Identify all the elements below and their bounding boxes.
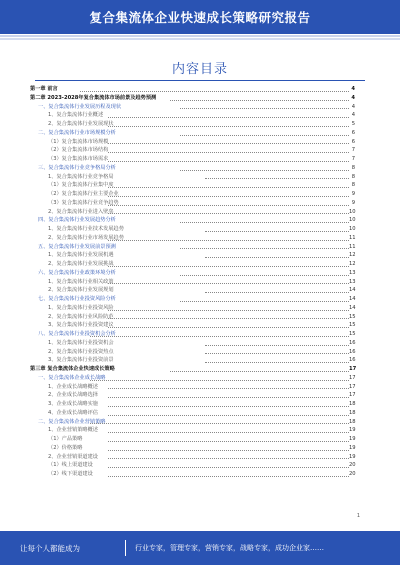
toc-entry-label: 2、复合集流体行业发展现状 bbox=[48, 121, 114, 127]
toc-leader-dots bbox=[108, 450, 349, 451]
footer-slogan: 让每个人都能成为 bbox=[20, 544, 80, 553]
toc-entry-label: 1、复合集流体行业相关政策 bbox=[48, 278, 114, 285]
toc-leader-dots bbox=[80, 91, 349, 92]
toc-entry-label: （1）产品策略 bbox=[48, 436, 83, 442]
toc-entry-label: 第三章 复合集流体企业快速成长策略 bbox=[30, 366, 115, 372]
toc-entry-page: 6 bbox=[351, 138, 355, 145]
footer-tagline: 行业专家，管理专家，营销专家，战略专家，成功企业家…… bbox=[135, 544, 324, 552]
toc-entry-label: 第二章 2023-2028年复合集流体市场前景及趋势预测 bbox=[30, 94, 157, 101]
toc-entry-page: 9 bbox=[351, 199, 355, 206]
toc-leader-dots bbox=[205, 257, 349, 258]
toc-leader-dots bbox=[108, 327, 349, 328]
toc-entry-label: 2、复合集流体行业进入壁垒 bbox=[48, 208, 114, 215]
toc-entry[interactable] bbox=[30, 383, 355, 392]
toc-leader-dots bbox=[108, 196, 349, 197]
toc-entry[interactable] bbox=[30, 111, 355, 120]
toc-leader-dots bbox=[108, 187, 349, 188]
toc-entry-page: 17 bbox=[349, 392, 356, 399]
toc-entry-label: 1、企业成长战略概述 bbox=[48, 383, 98, 390]
toc-leader-dots bbox=[108, 213, 349, 214]
toc-entry-label: 1、复合集流体行业技术发展趋势 bbox=[48, 226, 124, 232]
toc-entry-label: 2、复合集流体行业风险防范 bbox=[48, 313, 114, 320]
toc-entry[interactable] bbox=[30, 225, 355, 234]
toc-entry-label: （1）复合集流体行业集中度 bbox=[48, 182, 114, 189]
toc-entry[interactable] bbox=[30, 295, 355, 304]
toc-entry-label: 六、复合集流体行业政策环境分析 bbox=[38, 269, 116, 276]
toc-leader-dots bbox=[108, 283, 349, 284]
toc-entry[interactable] bbox=[30, 173, 355, 182]
toc-entry[interactable] bbox=[30, 470, 355, 479]
toc-entry[interactable] bbox=[30, 208, 355, 217]
toc-entry-page: 19 bbox=[349, 427, 356, 434]
toc-leader-dots bbox=[205, 178, 349, 179]
toc-entry-label: 1、复合集流体行业发展机遇 bbox=[48, 252, 114, 259]
toc-entry[interactable] bbox=[30, 120, 355, 129]
toc-leader-dots bbox=[108, 117, 349, 118]
toc-entry-label: 一、复合集流体行业发展历程及现状 bbox=[38, 103, 122, 110]
report-title: 复合集流体企业快速成长策略研究报告 bbox=[89, 10, 311, 25]
toc-entry[interactable] bbox=[30, 138, 355, 147]
toc-entry-page: 14 bbox=[349, 287, 356, 294]
toc-leader-dots bbox=[108, 318, 349, 319]
toc-entry[interactable] bbox=[30, 103, 355, 112]
toc-entry[interactable] bbox=[30, 181, 355, 190]
toc-entry[interactable] bbox=[30, 260, 355, 269]
toc-entry-page: 9 bbox=[351, 191, 355, 197]
toc-entry-label: 1、复合集流体行业投资风险 bbox=[48, 304, 114, 311]
toc-divider bbox=[35, 80, 365, 81]
toc-entry[interactable] bbox=[30, 286, 355, 295]
toc-entry-page: 5 bbox=[351, 121, 355, 127]
toc-entry-label: 七、复合集流体行业投资风险分析 bbox=[38, 296, 116, 302]
toc-entry-label: 第一章 前言 bbox=[30, 86, 58, 92]
toc-heading: 内容目录 bbox=[171, 62, 228, 77]
toc-entry-label: 4、企业成长战略评估 bbox=[48, 409, 98, 416]
toc-entry-page: 8 bbox=[351, 173, 355, 180]
toc-entry-label: 一、复合集流体企业成长战略 bbox=[38, 374, 106, 381]
toc-entry-label: 2、复合集流体行业发展挑战 bbox=[48, 261, 114, 267]
toc-leader-dots bbox=[180, 301, 349, 302]
toc-entry-label: （2）价格策略 bbox=[48, 444, 83, 451]
toc-entry-label: （2）复合集流体行业主要企业 bbox=[48, 191, 119, 197]
toc-entry[interactable] bbox=[30, 444, 355, 453]
toc-entry[interactable] bbox=[30, 278, 355, 287]
toc-entry-page: 16 bbox=[349, 348, 356, 355]
toc-entry-page: 18 bbox=[349, 401, 356, 407]
toc-entry[interactable] bbox=[30, 94, 355, 103]
header-decoration bbox=[0, 34, 400, 44]
toc-entry-page: 18 bbox=[349, 418, 356, 425]
toc-leader-dots bbox=[180, 248, 349, 249]
toc-leader-dots bbox=[108, 458, 349, 459]
toc-entry[interactable] bbox=[30, 190, 355, 199]
toc-entry[interactable] bbox=[30, 391, 355, 400]
toc-entry-label: 2、企业营销渠道建设 bbox=[48, 453, 98, 460]
toc-entry-page: 4 bbox=[351, 112, 355, 119]
toc-entry-label: 二、复合集流体行业市场规模分析 bbox=[38, 129, 116, 136]
toc-leader-dots bbox=[108, 143, 349, 144]
toc-leader-dots bbox=[108, 476, 349, 477]
toc-entry[interactable] bbox=[30, 243, 355, 252]
toc-leader-dots bbox=[205, 231, 349, 232]
toc-entry-page: 13 bbox=[349, 269, 356, 276]
toc-entry-page: 12 bbox=[349, 252, 356, 259]
toc-leader-dots bbox=[180, 222, 349, 223]
toc-entry-page: 4 bbox=[351, 94, 355, 101]
toc-entry-page: 16 bbox=[349, 339, 356, 346]
toc-entry[interactable] bbox=[30, 356, 355, 365]
toc-entry[interactable] bbox=[30, 304, 355, 313]
toc-leader-dots bbox=[180, 170, 349, 171]
toc-entry-page: 7 bbox=[351, 147, 355, 154]
toc-leader-dots bbox=[90, 380, 349, 381]
toc-entry[interactable] bbox=[30, 330, 355, 339]
toc-leader-dots bbox=[108, 205, 349, 206]
toc-entry-label: 1、企业营销策略概述 bbox=[48, 427, 98, 434]
toc-entry[interactable] bbox=[30, 348, 355, 357]
toc-entry-page: 14 bbox=[349, 304, 356, 311]
toc-entry-page: 11 bbox=[349, 243, 356, 250]
toc-entry[interactable] bbox=[30, 453, 355, 462]
toc-leader-dots bbox=[108, 415, 349, 416]
toc-entry-page: 16 bbox=[349, 357, 356, 364]
toc-entry[interactable] bbox=[30, 269, 355, 278]
toc-entry-label: 1、复合集流体行业投资机会 bbox=[48, 339, 114, 346]
toc-leader-dots bbox=[108, 266, 349, 267]
toc-entry-page: 4 bbox=[351, 103, 355, 110]
toc-entry-page: 20 bbox=[349, 471, 356, 477]
toc-entry-page: 11 bbox=[349, 234, 356, 241]
toc-entry-label: 2、企业成长战略选择 bbox=[48, 392, 98, 399]
toc-entry-page: 7 bbox=[351, 156, 355, 162]
footer-bar bbox=[0, 531, 400, 565]
toc-entry-page: 19 bbox=[349, 436, 356, 442]
toc-leader-dots bbox=[108, 467, 349, 468]
toc-entry[interactable] bbox=[30, 426, 355, 435]
toc-entry[interactable] bbox=[30, 374, 355, 383]
toc-entry-label: 五、复合集流体行业发展前景预测 bbox=[38, 243, 116, 250]
toc-entry[interactable] bbox=[30, 435, 355, 444]
toc-entry-label: 二、复合集流体企业营销策略 bbox=[38, 418, 106, 425]
toc-entry-label: 三、复合集流体行业竞争格局分析 bbox=[38, 164, 116, 171]
toc-entry-page: 14 bbox=[349, 296, 356, 302]
toc-leader-dots bbox=[180, 108, 349, 109]
toc-entry[interactable] bbox=[30, 234, 355, 243]
toc-entry-page: 17 bbox=[349, 383, 356, 390]
toc-entry-page: 8 bbox=[351, 182, 355, 189]
toc-entry-label: 八、复合集流体行业投资机会分析 bbox=[38, 331, 116, 337]
toc-leader-dots bbox=[205, 345, 349, 346]
toc-entry-label: （2）线下渠道建设 bbox=[48, 471, 93, 477]
toc-entry-page: 17 bbox=[349, 374, 356, 381]
toc-leader-dots bbox=[205, 292, 349, 293]
toc-leader-dots bbox=[108, 240, 349, 241]
toc-leader-dots bbox=[108, 388, 349, 389]
toc-entry-label: 2、复合集流体行业发展规划 bbox=[48, 287, 114, 294]
toc-entry-page: 15 bbox=[349, 331, 356, 337]
toc-entry-page: 15 bbox=[349, 322, 356, 329]
toc-leader-dots bbox=[170, 100, 349, 101]
header-bar bbox=[0, 0, 400, 34]
toc-leader-dots bbox=[108, 406, 349, 407]
toc-entry-label: 3、复合集流体行业投资建议 bbox=[48, 322, 114, 329]
toc-entry[interactable] bbox=[30, 146, 355, 155]
toc-leader-dots bbox=[90, 336, 349, 337]
toc-entry-page: 20 bbox=[349, 462, 356, 469]
toc-leader-dots bbox=[108, 161, 349, 162]
toc-entry-label: 四、复合集流体行业发展趋势分析 bbox=[38, 217, 116, 224]
toc-entry-page: 19 bbox=[349, 444, 356, 451]
toc-entry[interactable] bbox=[30, 461, 355, 470]
toc-leader-dots bbox=[180, 275, 349, 276]
toc-entry[interactable] bbox=[30, 400, 355, 409]
toc-entry[interactable] bbox=[30, 216, 355, 225]
toc-leader-dots bbox=[108, 397, 349, 398]
toc-entry-page: 4 bbox=[351, 86, 355, 92]
toc-entry-label: 1、复合集流体行业竞争格局 bbox=[48, 173, 114, 180]
toc-entry-page: 12 bbox=[349, 261, 356, 267]
footer-separator bbox=[125, 540, 126, 556]
toc-entry-page: 18 bbox=[349, 409, 356, 416]
toc-entry-page: 10 bbox=[349, 226, 356, 232]
toc-entry[interactable] bbox=[30, 199, 355, 208]
toc-entry[interactable] bbox=[30, 85, 355, 94]
toc-leader-dots bbox=[205, 353, 349, 354]
page-number: 1 bbox=[356, 513, 360, 519]
toc-entry-page: 10 bbox=[349, 208, 356, 215]
toc-entry[interactable] bbox=[30, 409, 355, 418]
toc-entry-label: （3）复合集流体行业竞争趋势 bbox=[48, 199, 119, 206]
toc-leader-dots bbox=[170, 371, 349, 372]
toc-entry-page: 8 bbox=[351, 164, 355, 171]
toc-entry-label: 3、企业成长战略实施 bbox=[48, 401, 98, 407]
toc-entry-label: 1、复合集流体行业概述 bbox=[48, 112, 104, 119]
toc-entry[interactable] bbox=[30, 155, 355, 164]
toc-leader-dots bbox=[180, 135, 349, 136]
toc-entry-label: （3）复合集流体市场需求 bbox=[48, 156, 109, 162]
toc-entry[interactable] bbox=[30, 365, 355, 374]
toc-entry-label: 3、复合集流体行业投资前景 bbox=[48, 357, 114, 364]
toc-entry-label: （2）复合集流体市场结构 bbox=[48, 147, 109, 154]
toc-entry[interactable] bbox=[30, 251, 355, 260]
toc-leader-dots bbox=[90, 423, 349, 424]
toc-entry[interactable] bbox=[30, 164, 355, 173]
toc-leader-dots bbox=[205, 362, 349, 363]
toc-entry-page: 6 bbox=[351, 129, 355, 136]
toc-entry-page: 15 bbox=[349, 313, 356, 320]
toc-entry[interactable] bbox=[30, 129, 355, 138]
toc-entry-label: （1）线上渠道建设 bbox=[48, 462, 93, 469]
toc-entry-page: 19 bbox=[349, 453, 356, 460]
toc-entry-page: 17 bbox=[349, 366, 357, 372]
toc-entry[interactable] bbox=[30, 418, 355, 427]
toc-entry[interactable] bbox=[30, 321, 355, 330]
table-of-contents bbox=[30, 85, 355, 479]
toc-leader-dots bbox=[108, 310, 349, 311]
toc-entry-label: （1）复合集流体市场规模 bbox=[48, 138, 109, 145]
toc-leader-dots bbox=[108, 432, 349, 433]
toc-entry-label: 2、复合集流体行业市场发展趋势 bbox=[48, 234, 124, 241]
toc-entry[interactable] bbox=[30, 313, 355, 322]
toc-leader-dots bbox=[108, 126, 349, 127]
toc-leader-dots bbox=[108, 441, 349, 442]
toc-entry-page: 13 bbox=[349, 278, 356, 285]
toc-entry-label: 2、复合集流体行业投资热点 bbox=[48, 348, 114, 355]
toc-entry-page: 10 bbox=[349, 217, 356, 224]
toc-leader-dots bbox=[108, 152, 349, 153]
toc-entry[interactable] bbox=[30, 339, 355, 348]
